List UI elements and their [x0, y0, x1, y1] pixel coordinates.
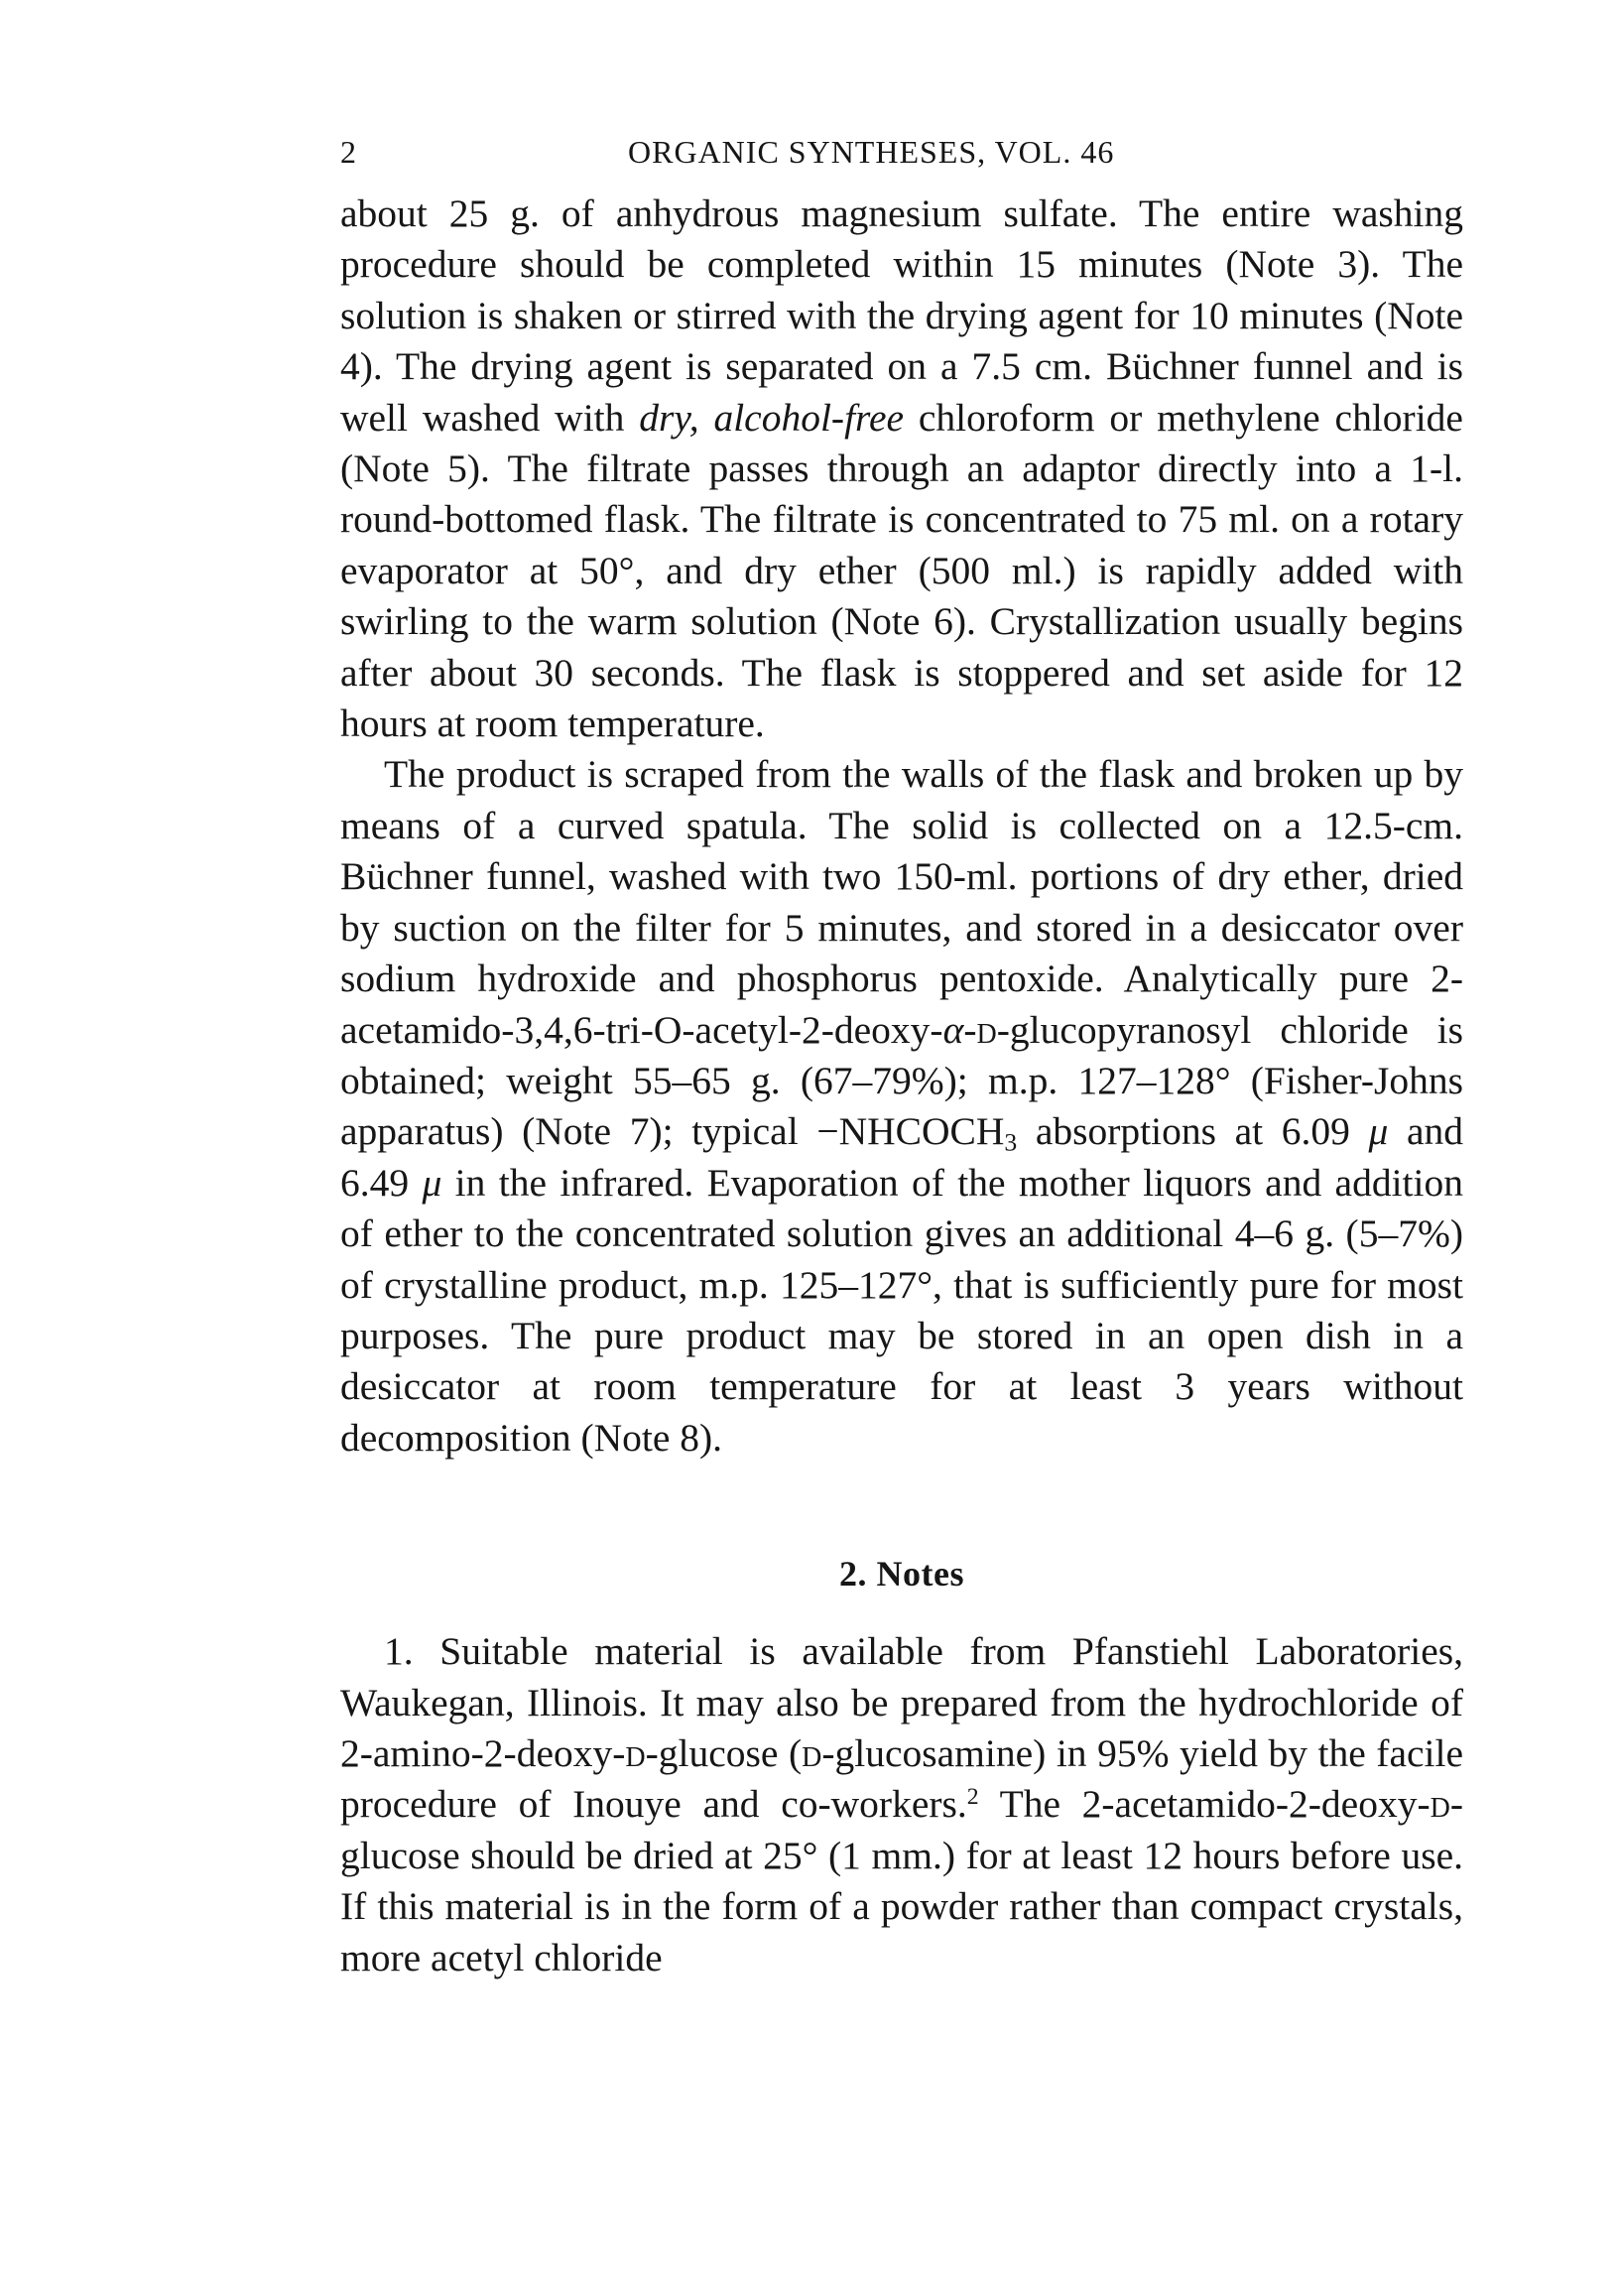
procedure-paragraph-2: The product is scraped from the walls of the flask and broken up by means of a curved spatula. The solid is collected on a 12.5-cm. Büchner funnel, washed with two 150-ml. portions of dry ether, dried by suction on the filter for 5 minutes, and stored in a desiccator over sodium hydroxide and phosphorus pentoxide. Analytically pure 2-acetamido-3,4,6-tri-O-acetyl-2-deoxy-α-d-glucopyranosyl chloride is obtained; weight 55–65 g. (67–79%); m.p. 127–128° (Fisher-Johns apparatus) (Note 7); typical $-NHCOCH_3$ absorptions at 6.09 μ and 6.49 μ in the infrared. Evaporation of the mother liquors and addition of ether to the concentrated solution gives an additional 4–6 g. (5–7%) of crystalline product, m.p. 125–127°, that is sufficiently pure for most purposes. The pure product may be stored in an open dish in a desiccator at room temperature for at least 3 years without decomposition (Note 8). [340, 752, 1464, 1460]
running-header [340, 127, 1463, 177]
small-caps-d: d [976, 1007, 997, 1052]
procedure-paragraph-1: about 25 g. of anhydrous magnesium sulfate. The entire washing procedure should be completed within 15 minutes (Note 3). The solution is shaken or stirred with the drying agent for 10 minutes (Note 4). The drying agent is separated on a 7.5 cm. Büchner funnel and is well washed with dry, alcohol-free chloroform or methylene chloride (Note 5). The filtrate passes through an adaptor directly into a 1-l. round-bottomed flask. The filtrate is concentrated to 75 ml. on a rotary evaporator at 50°, and dry ether (500 ml.) is rapidly added with swirling to the warm solution (Note 6). Crystallization usually begins after about 30 seconds. The flask is stoppered and set aside for 12 hours at room temperature. [340, 191, 1463, 746]
small-caps-d: d [1430, 1782, 1450, 1827]
page-number: 2 [340, 134, 357, 170]
small-caps-d: d [625, 1730, 646, 1775]
micron-symbol: μ [1368, 1109, 1389, 1154]
reference-superscript: 2 [966, 1784, 979, 1811]
micron-symbol: μ [422, 1160, 442, 1205]
italic-emphasis: dry, alcohol-free [639, 395, 905, 440]
alpha-symbol: α [942, 1007, 964, 1052]
document-page [340, 127, 1463, 1983]
notes-heading: 2. Notes [839, 1554, 964, 1594]
journal-title: ORGANIC SYNTHESES, VOL. 46 [628, 134, 1115, 170]
subscript-3: 3 [1004, 1127, 1018, 1157]
note-1: 1. Suitable material is available from Pfanstiehl Laboratories, Waukegan, Illinois. It may also be prepared from the hydrochloride of 2-amino-2-deoxy-d-glucose (d-glucosamine) in 95% yield by the facile procedure of Inouye and co-workers.$^2$ The 2-acetamido-2-deoxy-d-glucose should be dried at 25° (1 mm.) for at least 12 hours before use. If this material is in the form of a powder rather than compact crystals, more acetyl chloride [340, 1629, 1464, 1979]
small-caps-d: d [802, 1730, 822, 1775]
